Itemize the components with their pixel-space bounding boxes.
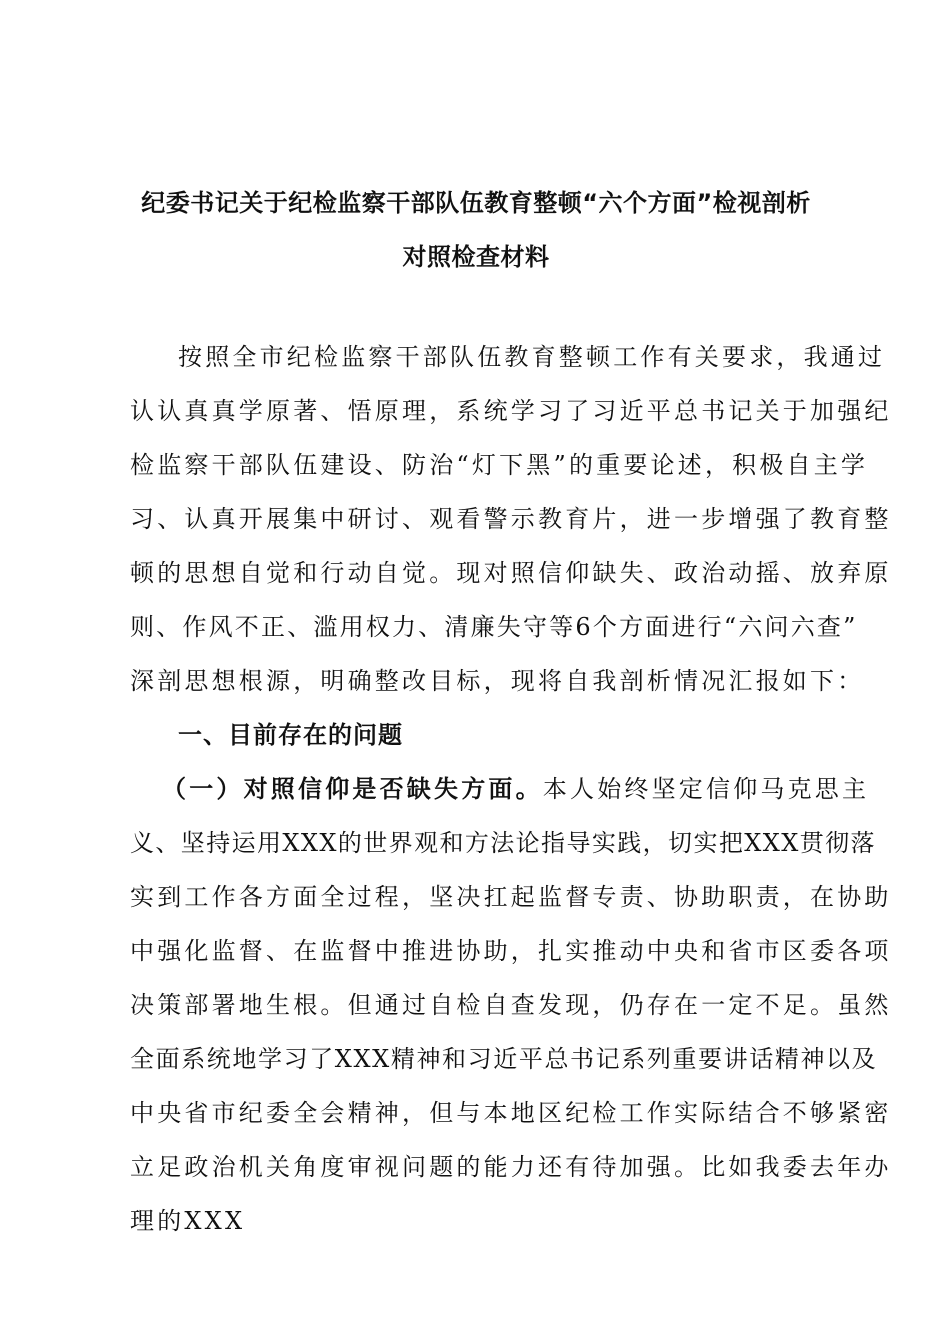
paragraph-line: 义、坚持运用XXX的世界观和方法论指导实践，切实把XXX贯彻落 — [130, 829, 876, 857]
subsection-lead-text: 本人始终坚定信仰马克思主 — [542, 775, 870, 803]
title-line-1: 纪委书记关于纪检监察干部队伍教育整顿“六个方面”检视剖析 — [141, 189, 811, 217]
paragraph-line: 理的XXX — [130, 1207, 246, 1235]
intro-line: 认认真真学原著、悟原理，系统学习了习近平总书记关于加强纪 — [130, 397, 892, 425]
intro-line: 检监察干部队伍建设、防治“灯下黑”的重要论述，积极自主学 — [130, 451, 869, 479]
subsection-heading: （一）对照信仰是否缺失方面。 — [162, 775, 543, 803]
intro-line: 习、认真开展集中研讨、观看警示教育片，进一步增强了教育整 — [130, 505, 892, 533]
paragraph-line: 实到工作各方面全过程，坚决扛起监督专责、协助职责，在协助 — [130, 883, 892, 911]
paragraph-line: 决策部署地生根。但通过自检自查发现，仍存在一定不足。虽然 — [130, 991, 892, 1019]
intro-line: 深剖思想根源，明确整改目标，现将自我剖析情况汇报如下： — [130, 667, 865, 695]
intro-line: 按照全市纪检监察干部队伍教育整顿工作有关要求，我通过 — [178, 343, 886, 371]
document-title — [96, 176, 856, 284]
document-body — [130, 330, 892, 1248]
paragraph-line: 中强化监督、在监督中推进协助，扎实推动中央和省市区委各项 — [130, 937, 892, 965]
paragraph-line: 中央省市纪委全会精神，但与本地区纪检工作实际结合不够紧密 — [130, 1099, 892, 1127]
paragraph-line: 全面系统地学习了XXX精神和习近平总书记系列重要讲话精神以及 — [130, 1045, 878, 1073]
intro-line: 顿的思想自觉和行动自觉。现对照信仰缺失、政治动摇、放弃原 — [130, 559, 892, 587]
section-heading: 一、目前存在的问题 — [178, 721, 403, 749]
subsection-lead-line — [130, 762, 870, 816]
title-line-2: 对照检查材料 — [402, 243, 550, 271]
intro-line: 则、作风不正、滥用权力、清廉失守等6个方面进行“六问六查” — [130, 613, 858, 641]
paragraph-line: 立足政治机关角度审视问题的能力还有待加强。比如我委去年办 — [130, 1153, 892, 1181]
